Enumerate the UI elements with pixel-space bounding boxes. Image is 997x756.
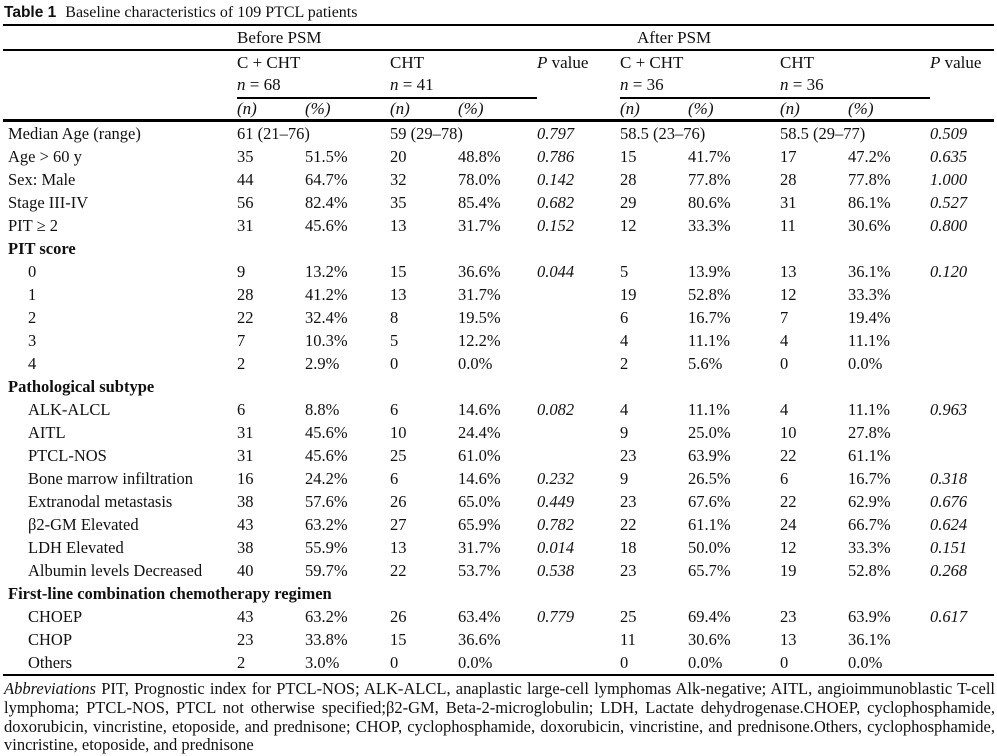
value-cell: 23 [620,446,637,465]
row-label: LDH Elevated [28,538,124,557]
p-value-cell: 0.682 [537,193,575,212]
arm-n: n = 41 [390,75,434,94]
row-label: Albumin levels Decreased [28,561,203,580]
table-row [3,628,994,651]
table-row [3,329,994,352]
value-cell: 11.1% [688,331,731,350]
value-cell: 12 [780,538,797,557]
value-cell: 48.8% [458,147,501,166]
value-cell: 23 [237,630,254,649]
p-value-cell [930,421,994,444]
row-label: 3 [28,331,37,350]
col-before-ccht [237,50,390,98]
arm-name: CHT [390,53,424,72]
table-row [3,559,994,582]
value-cell: 41.2% [305,285,348,304]
group-after-psm: After PSM [620,25,994,50]
value-cell: 47.2% [848,147,891,166]
value-cell: 0 [390,354,399,373]
row-label: 4 [28,354,37,373]
value-cell: 19.4% [848,308,891,327]
pct-header: (%) [848,98,930,121]
value-cell: 24.2% [305,469,348,488]
value-cell: 22 [390,561,407,580]
value-cell: 55.9% [305,538,348,557]
value-cell: 6 [390,400,399,419]
value-cell: 0 [780,653,789,672]
pct-header: (%) [305,98,390,121]
row-label: 1 [28,285,37,304]
p-value-cell: 0.082 [537,400,575,419]
value-cell: 27 [390,515,407,534]
table-row [3,260,994,283]
value-cell: 28 [237,285,254,304]
value-cell: 61 (21–76) [237,124,310,143]
value-cell: 24.4% [458,423,501,442]
row-label: Bone marrow infiltration [28,469,193,488]
value-cell: 3.0% [305,653,340,672]
empty-header [537,98,620,121]
value-cell: 4 [780,331,789,350]
p-value-cell [537,628,620,651]
value-cell: 77.8% [688,170,731,189]
value-cell: 0.0% [688,653,723,672]
value-cell: 85.4% [458,193,501,212]
value-cell: 19 [780,561,797,580]
value-cell: 40 [237,561,254,580]
p-value-cell [537,444,620,467]
arm-name: C + CHT [620,53,684,72]
table-number: Table 1 [4,4,57,21]
p-value-cell [930,444,994,467]
value-cell: 30.6% [848,216,891,235]
p-value-cell: 0.268 [930,561,968,580]
value-cell: 32.4% [305,308,348,327]
value-cell: 56 [237,193,254,212]
group-before-psm: Before PSM [237,25,620,50]
value-cell: 45.6% [305,216,348,235]
table-row [3,145,994,168]
value-cell: 13.2% [305,262,348,281]
value-cell: 30.6% [688,630,731,649]
p-value-cell: 0.152 [537,216,575,235]
value-cell: 0.0% [458,653,493,672]
value-cell: 33.3% [688,216,731,235]
value-cell: 16.7% [848,469,891,488]
value-cell: 19.5% [458,308,501,327]
value-cell: 24 [780,515,797,534]
table-body [3,121,994,676]
p-value-cell: 0.120 [930,262,968,281]
value-cell: 29 [620,193,637,212]
value-cell: 11 [620,630,636,649]
p-value-cell: 0.044 [537,262,575,281]
value-cell: 11.1% [848,331,891,350]
value-cell: 7 [780,308,789,327]
value-cell: 33.3% [848,285,891,304]
row-label: Median Age (range) [8,124,141,143]
p-value-cell: 0.538 [537,561,575,580]
row-label: Others [28,653,72,672]
value-cell: 20 [390,147,407,166]
value-cell: 50.0% [688,538,731,557]
col-before-cht [390,50,537,98]
value-cell: 0.0% [458,354,493,373]
row-label: Stage III-IV [8,193,89,212]
value-cell: 6 [620,308,629,327]
value-cell: 38 [237,492,254,511]
row-label: AITL [28,423,66,442]
value-cell: 25.0% [688,423,731,442]
value-cell: 31.7% [458,285,501,304]
value-cell: 13 [780,262,797,281]
value-cell: 28 [780,170,797,189]
row-label: PIT ≥ 2 [8,216,59,235]
table-title-text: Baseline characteristics of 109 PTCL patients [65,4,358,21]
p-value-cell [537,651,620,675]
value-cell: 31 [237,446,254,465]
value-cell: 2 [620,354,629,373]
value-cell: 36.1% [848,630,891,649]
value-cell: 38 [237,538,254,557]
table-footnote [3,680,995,755]
value-cell: 4 [620,331,629,350]
value-cell: 2 [237,354,246,373]
value-cell: 13.9% [688,262,731,281]
p-value-cell: 0.779 [537,607,575,626]
value-cell: 6 [237,400,246,419]
value-cell: 11.1% [848,400,891,419]
p-value-cell [930,283,994,306]
value-cell: 6 [780,469,789,488]
value-cell: 5 [620,262,629,281]
value-cell: 41.7% [688,147,731,166]
value-cell: 22 [780,492,797,511]
value-cell: 26.5% [688,469,731,488]
arm-n: n = 68 [237,75,281,94]
value-cell: 44 [237,170,254,189]
row-label: Age > 60 y [8,147,82,166]
value-cell: 33.3% [848,538,891,557]
value-cell: 23 [620,492,637,511]
arm-header-row [3,50,994,98]
value-cell: 61.1% [688,515,731,534]
value-cell: 45.6% [305,446,348,465]
value-cell: 82.4% [305,193,348,212]
value-cell: 19 [620,285,637,304]
value-cell: 31.7% [458,538,501,557]
value-cell: 7 [237,331,246,350]
value-cell: 52.8% [848,561,891,580]
value-cell: 43 [237,607,254,626]
value-cell: 9 [620,469,629,488]
section-row [3,375,994,398]
p-value-cell [930,628,994,651]
value-cell: 12 [780,285,797,304]
value-cell: 65.9% [458,515,501,534]
stub-header [3,25,237,50]
table-row [3,513,994,536]
value-cell: 13 [780,630,797,649]
row-label: CHOP [28,630,73,649]
p-value-cell: 0.527 [930,193,968,212]
value-cell: 31.7% [458,216,501,235]
value-cell: 58.5 (23–76) [620,124,706,143]
table-row [3,536,994,559]
p-value-cell: 0.786 [537,147,575,166]
value-cell: 63.2% [305,607,348,626]
table-row [3,214,994,237]
value-cell: 31 [780,193,797,212]
p-value-cell: 0.014 [537,538,575,557]
count-percent-header-row [3,98,994,121]
group-header-row [3,25,994,50]
value-cell: 8.8% [305,400,340,419]
value-cell: 13 [390,285,407,304]
value-cell: 45.6% [305,423,348,442]
value-cell: 31 [237,216,254,235]
col-after-cht [780,50,930,98]
value-cell: 65.7% [688,561,731,580]
value-cell: 43 [237,515,254,534]
n-header: (n) [780,98,848,121]
value-cell: 10.3% [305,331,348,350]
p-value-cell: 0.142 [537,170,575,189]
p-value-cell [930,352,994,375]
p-value-cell: 0.509 [930,124,968,143]
value-cell: 63.9% [688,446,731,465]
value-cell: 5.6% [688,354,723,373]
value-cell: 67.6% [688,492,731,511]
value-cell: 64.7% [305,170,348,189]
value-cell: 23 [620,561,637,580]
p-value-cell: 0.800 [930,216,968,235]
table-row [3,121,994,146]
value-cell: 13 [390,216,407,235]
empty-header [930,98,994,121]
value-cell: 15 [620,147,637,166]
table-row [3,398,994,421]
pct-header: (%) [688,98,780,121]
value-cell: 6 [390,469,399,488]
col-after-ccht [620,50,780,98]
value-cell: 63.2% [305,515,348,534]
row-label: 0 [28,262,37,281]
value-cell: 69.4% [688,607,731,626]
row-label: 2 [28,308,37,327]
table-row [3,191,994,214]
table-caption [3,3,997,23]
value-cell: 18 [620,538,637,557]
section-label: Pathological subtype [8,377,155,396]
table-row [3,306,994,329]
value-cell: 0.0% [848,354,883,373]
n-header: (n) [620,98,688,121]
value-cell: 26 [390,492,407,511]
footnote-text: PIT, Prognostic index for PTCL-NOS; ALK-ALCL, anaplastic large-cell lymphomas Alk-negative; AITL, angioimmunoblastic T-cell lymphoma; PTCL-NOS, PTCL not otherwise specified;β2-GM, Beta-2-microglobulin; LDH, Lactate dehydrogenase.CHOEP, cyclophosphamide, doxorubicin, vincristine, etoposide, and prednisone; CHOP, cyclophosphamide, doxorubicin, vincristine, and prednisone.Others, cyclophosphamide, vincristine, etoposide, and prednisone [4,679,995,755]
table-row [3,651,994,675]
value-cell: 36.1% [848,262,891,281]
p-value-cell: 1.000 [930,170,968,189]
value-cell: 16 [237,469,254,488]
p-value-cell: 0.624 [930,515,968,534]
p-value-cell [930,306,994,329]
p-value-cell [537,306,620,329]
value-cell: 52.8% [688,285,731,304]
value-cell: 11 [780,216,796,235]
section-label: PIT score [8,239,76,258]
value-cell: 15 [390,630,407,649]
value-cell: 0 [780,354,789,373]
p-value-cell [537,352,620,375]
value-cell: 35 [237,147,254,166]
value-cell: 59.7% [305,561,348,580]
p-value-cell: 0.676 [930,492,968,511]
row-label: CHOEP [28,607,83,626]
value-cell: 25 [620,607,637,626]
baseline-characteristics-table [3,24,994,676]
value-cell: 14.6% [458,400,501,419]
value-cell: 0.0% [848,653,883,672]
value-cell: 66.7% [848,515,891,534]
table-row [3,605,994,628]
table-row [3,168,994,191]
value-cell: 51.5% [305,147,348,166]
arm-n: n = 36 [620,75,664,94]
value-cell: 17 [780,147,797,166]
value-cell: 58.5 (29–77) [780,124,866,143]
p-value-cell: 0.318 [930,469,968,488]
section-row [3,582,994,605]
n-header: (n) [237,98,305,121]
value-cell: 15 [390,262,407,281]
p-value-cell [930,329,994,352]
value-cell: 11.1% [688,400,731,419]
value-cell: 10 [780,423,797,442]
value-cell: 9 [620,423,629,442]
p-value-cell: 0.963 [930,400,968,419]
value-cell: 33.8% [305,630,348,649]
value-cell: 2 [237,653,246,672]
value-cell: 22 [620,515,637,534]
value-cell: 36.6% [458,630,501,649]
col-after-pvalue: P value [930,53,982,72]
p-value-cell: 0.449 [537,492,575,511]
value-cell: 27.8% [848,423,891,442]
value-cell: 61.0% [458,446,501,465]
value-cell: 63.4% [458,607,501,626]
value-cell: 63.9% [848,607,891,626]
p-value-cell: 0.635 [930,147,968,166]
value-cell: 65.0% [458,492,501,511]
value-cell: 62.9% [848,492,891,511]
value-cell: 22 [780,446,797,465]
table-row [3,467,994,490]
value-cell: 78.0% [458,170,501,189]
p-value-cell: 0.232 [537,469,575,488]
p-value-cell [537,283,620,306]
row-label: Sex: Male [8,170,76,189]
value-cell: 22 [237,308,254,327]
value-cell: 9 [237,262,246,281]
arm-name: C + CHT [237,53,301,72]
value-cell: 23 [780,607,797,626]
footnote-abbreviations-label: Abbreviations [4,679,96,698]
value-cell: 28 [620,170,637,189]
stub-header [3,98,237,121]
value-cell: 2.9% [305,354,340,373]
value-cell: 13 [390,538,407,557]
value-cell: 36.6% [458,262,501,281]
row-label: β2-GM Elevated [28,515,139,534]
value-cell: 12.2% [458,331,501,350]
value-cell: 32 [390,170,407,189]
value-cell: 8 [390,308,399,327]
value-cell: 10 [390,423,407,442]
p-value-cell [930,651,994,675]
value-cell: 0 [390,653,399,672]
value-cell: 61.1% [848,446,891,465]
value-cell: 25 [390,446,407,465]
table-row [3,421,994,444]
value-cell: 4 [620,400,629,419]
row-label: PTCL-NOS [28,446,107,465]
value-cell: 35 [390,193,407,212]
value-cell: 86.1% [848,193,891,212]
value-cell: 0 [620,653,629,672]
table-row [3,352,994,375]
p-value-cell: 0.797 [537,124,575,143]
arm-n: n = 36 [780,75,824,94]
value-cell: 53.7% [458,561,501,580]
value-cell: 59 (29–78) [390,124,463,143]
value-cell: 57.6% [305,492,348,511]
value-cell: 5 [390,331,399,350]
table-row [3,283,994,306]
pct-header: (%) [458,98,537,121]
arm-name: CHT [780,53,814,72]
n-header: (n) [390,98,458,121]
p-value-cell: 0.782 [537,515,575,534]
value-cell: 14.6% [458,469,501,488]
table-row [3,490,994,513]
row-label: ALK-ALCL [28,400,111,419]
table-row [3,444,994,467]
value-cell: 4 [780,400,789,419]
value-cell: 77.8% [848,170,891,189]
p-value-cell [537,329,620,352]
p-value-cell: 0.617 [930,607,968,626]
section-row [3,237,994,260]
row-label: Extranodal metastasis [28,492,173,511]
p-value-cell: 0.151 [930,538,968,557]
stub-header [3,50,237,98]
value-cell: 16.7% [688,308,731,327]
value-cell: 26 [390,607,407,626]
value-cell: 12 [620,216,637,235]
value-cell: 31 [237,423,254,442]
p-value-cell [537,421,620,444]
col-before-pvalue: P value [537,53,589,72]
section-label: First-line combination chemotherapy regimen [8,584,332,603]
value-cell: 80.6% [688,193,731,212]
